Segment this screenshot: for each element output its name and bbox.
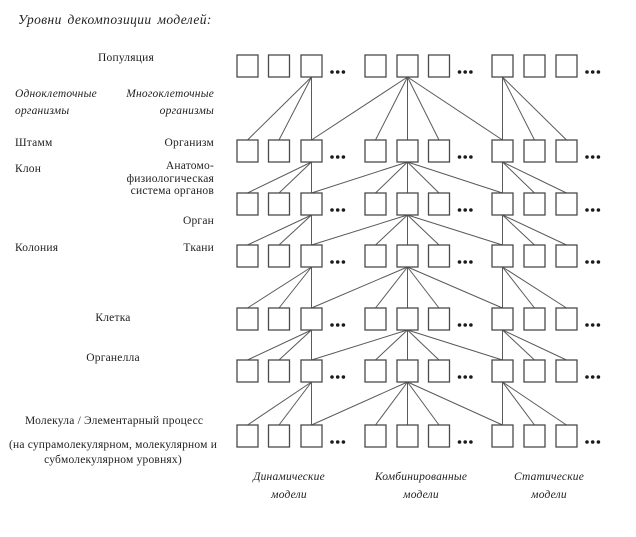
model-box (365, 245, 386, 267)
model-box (556, 140, 577, 162)
model-box (269, 140, 290, 162)
hierarchy-link (312, 215, 408, 245)
ellipsis-dot (469, 70, 473, 74)
model-box (429, 55, 450, 77)
model-box (397, 140, 418, 162)
hierarchy-link (408, 382, 503, 425)
model-box (365, 425, 386, 447)
hierarchy-link (279, 330, 312, 360)
ellipsis-dot (458, 208, 462, 212)
model-box (397, 425, 418, 447)
ellipsis-dot (585, 155, 589, 159)
model-box (556, 245, 577, 267)
ellipsis-dot (330, 323, 334, 327)
model-box (429, 360, 450, 382)
model-box (237, 140, 258, 162)
hierarchy-link (248, 382, 312, 425)
ellipsis-dot (585, 70, 589, 74)
hierarchy-link (312, 162, 408, 193)
hierarchy-link (503, 267, 535, 308)
model-box (397, 193, 418, 215)
model-box (301, 193, 322, 215)
model-box (237, 193, 258, 215)
ellipsis-dot (597, 375, 601, 379)
ellipsis-dot (342, 440, 346, 444)
hierarchy-link (248, 267, 312, 308)
level-label-organism: Организм (164, 137, 214, 149)
level-label-population: Популяция (98, 52, 154, 64)
ellipsis-dot (591, 440, 595, 444)
model-box (365, 55, 386, 77)
hierarchy-link (376, 382, 408, 425)
level-label-anatomy-system: Анатомо-физиологическая система органов (126, 160, 214, 197)
hierarchy-link (503, 162, 567, 193)
ellipsis-dot (336, 440, 340, 444)
hierarchy-link (408, 267, 503, 308)
model-box (556, 425, 577, 447)
ellipsis-dot (591, 208, 595, 212)
ellipsis-dot (330, 208, 334, 212)
ellipsis-dot (342, 260, 346, 264)
model-box (524, 55, 545, 77)
ellipsis-dot (463, 440, 467, 444)
ellipsis-dot (342, 323, 346, 327)
model-box (556, 55, 577, 77)
ellipsis-dot (330, 375, 334, 379)
level-label-cell: Клетка (95, 312, 131, 324)
ellipsis-dot (342, 155, 346, 159)
model-box (301, 425, 322, 447)
hierarchy-link (279, 267, 312, 308)
hierarchy-link (408, 77, 440, 140)
hierarchy-link (279, 382, 312, 425)
model-box (237, 360, 258, 382)
hierarchy-link (408, 330, 503, 360)
model-box (429, 308, 450, 330)
model-box (524, 360, 545, 382)
ellipsis-dot (591, 70, 595, 74)
ellipsis-dot (463, 323, 467, 327)
hierarchy-link (503, 267, 567, 308)
ellipsis-dot (469, 375, 473, 379)
model-box (524, 308, 545, 330)
level-label-clone: Клон (15, 163, 42, 175)
hierarchy-link (503, 215, 567, 245)
hierarchy-link (279, 162, 312, 193)
model-box (524, 140, 545, 162)
hierarchy-link (376, 77, 408, 140)
ellipsis-dot (336, 155, 340, 159)
ellipsis-dot (330, 260, 334, 264)
ellipsis-dot (585, 208, 589, 212)
model-box (301, 140, 322, 162)
model-box (429, 140, 450, 162)
ellipsis-dot (463, 375, 467, 379)
model-box (429, 425, 450, 447)
model-box (556, 360, 577, 382)
ellipsis-dot (597, 155, 601, 159)
ellipsis-dot (330, 155, 334, 159)
column-heading-unicellular: Одноклеточные организмы (15, 88, 97, 117)
level-label-organ: Орган (182, 215, 214, 227)
ellipsis-dot (463, 155, 467, 159)
hierarchy-link (279, 77, 312, 140)
model-box (269, 193, 290, 215)
figure-title: Уровни декомпозиции моделей: (18, 12, 212, 27)
ellipsis-dot (469, 155, 473, 159)
hierarchy-link (248, 77, 312, 140)
ellipsis-dot (469, 260, 473, 264)
model-box (556, 308, 577, 330)
ellipsis-dot (330, 70, 334, 74)
model-box (492, 140, 513, 162)
model-box (365, 193, 386, 215)
hierarchy-link (408, 267, 440, 308)
ellipsis-dot (591, 323, 595, 327)
ellipsis-dot (342, 70, 346, 74)
model-box (237, 308, 258, 330)
model-box (269, 308, 290, 330)
model-box (492, 425, 513, 447)
ellipsis-dot (585, 323, 589, 327)
ellipsis-dot (591, 155, 595, 159)
hierarchy-link (503, 330, 535, 360)
level-label-colony: Колония (15, 242, 59, 254)
hierarchy-link (248, 330, 312, 360)
model-type-label-static: Статические модели (513, 471, 585, 501)
model-box (269, 360, 290, 382)
ellipsis-dot (463, 208, 467, 212)
model-box (492, 55, 513, 77)
model-box (524, 193, 545, 215)
hierarchy-link (503, 215, 535, 245)
ellipsis-dot (330, 440, 334, 444)
model-box (269, 425, 290, 447)
ellipsis-dot (597, 260, 601, 264)
ellipsis-dot (336, 208, 340, 212)
ellipsis-dot (336, 375, 340, 379)
ellipsis-dot (463, 260, 467, 264)
ellipsis-dot (342, 375, 346, 379)
model-box (397, 360, 418, 382)
model-box (365, 360, 386, 382)
level-label-molecule-note: (на супрамолекулярном, молекулярном и субмолекулярном уровнях) (8, 439, 218, 466)
hierarchy-link (408, 77, 503, 140)
ellipsis-dot (458, 70, 462, 74)
ellipsis-dot (591, 260, 595, 264)
ellipsis-dot (458, 155, 462, 159)
hierarchy-link (279, 215, 312, 245)
hierarchy-link (503, 77, 567, 140)
ellipsis-dot (585, 440, 589, 444)
model-box (269, 55, 290, 77)
hierarchy-link (312, 330, 408, 360)
ellipsis-dot (469, 208, 473, 212)
hierarchy-link (503, 77, 535, 140)
model-box (492, 245, 513, 267)
model-box (301, 55, 322, 77)
model-box (301, 245, 322, 267)
hierarchy-link (312, 77, 408, 140)
ellipsis-dot (469, 440, 473, 444)
level-label-tissue: Ткани (183, 242, 214, 254)
ellipsis-dot (458, 440, 462, 444)
model-box (397, 308, 418, 330)
model-box (397, 55, 418, 77)
ellipsis-dot (336, 70, 340, 74)
ellipsis-dot (585, 260, 589, 264)
ellipsis-dot (585, 375, 589, 379)
hierarchy-link (312, 267, 408, 308)
hierarchy-link (503, 382, 535, 425)
model-box (237, 245, 258, 267)
hierarchy-link (503, 330, 567, 360)
ellipsis-dot (458, 260, 462, 264)
level-label-molecule: Молекула / Элементарный процесс (25, 415, 204, 427)
ellipsis-dot (597, 323, 601, 327)
model-box (397, 245, 418, 267)
model-box (524, 425, 545, 447)
model-box (269, 245, 290, 267)
model-box (524, 245, 545, 267)
ellipsis-dot (336, 323, 340, 327)
hierarchy-link (408, 215, 503, 245)
ellipsis-dot (458, 323, 462, 327)
ellipsis-dot (597, 440, 601, 444)
ellipsis-dot (458, 375, 462, 379)
hierarchy-link (248, 162, 312, 193)
model-box (429, 193, 450, 215)
hierarchy-link (503, 382, 567, 425)
model-box (492, 193, 513, 215)
ellipsis-dot (597, 208, 601, 212)
ellipsis-dot (597, 70, 601, 74)
ellipsis-dot (463, 70, 467, 74)
model-box (429, 245, 450, 267)
hierarchy-link (408, 382, 440, 425)
ellipsis-dot (469, 323, 473, 327)
model-type-label-dynamic: Динамические модели (253, 471, 325, 501)
ellipsis-dot (342, 208, 346, 212)
hierarchy-link (248, 215, 312, 245)
model-box (301, 308, 322, 330)
hierarchy-link (408, 162, 503, 193)
level-label-strain: Штамм (15, 137, 53, 149)
model-box (492, 308, 513, 330)
model-box (237, 55, 258, 77)
model-box (365, 140, 386, 162)
level-label-organelle: Органелла (86, 352, 140, 364)
model-box (365, 308, 386, 330)
model-type-label-combined: Комбинированные модели (374, 471, 468, 501)
ellipsis-dot (591, 375, 595, 379)
ellipsis-dot (336, 260, 340, 264)
hierarchy-link (312, 382, 408, 425)
column-heading-multicellular: Многоклеточные организмы (126, 88, 214, 117)
model-box (237, 425, 258, 447)
model-box (556, 193, 577, 215)
model-box (492, 360, 513, 382)
hierarchy-link (376, 267, 408, 308)
hierarchy-link (503, 162, 535, 193)
model-box (301, 360, 322, 382)
